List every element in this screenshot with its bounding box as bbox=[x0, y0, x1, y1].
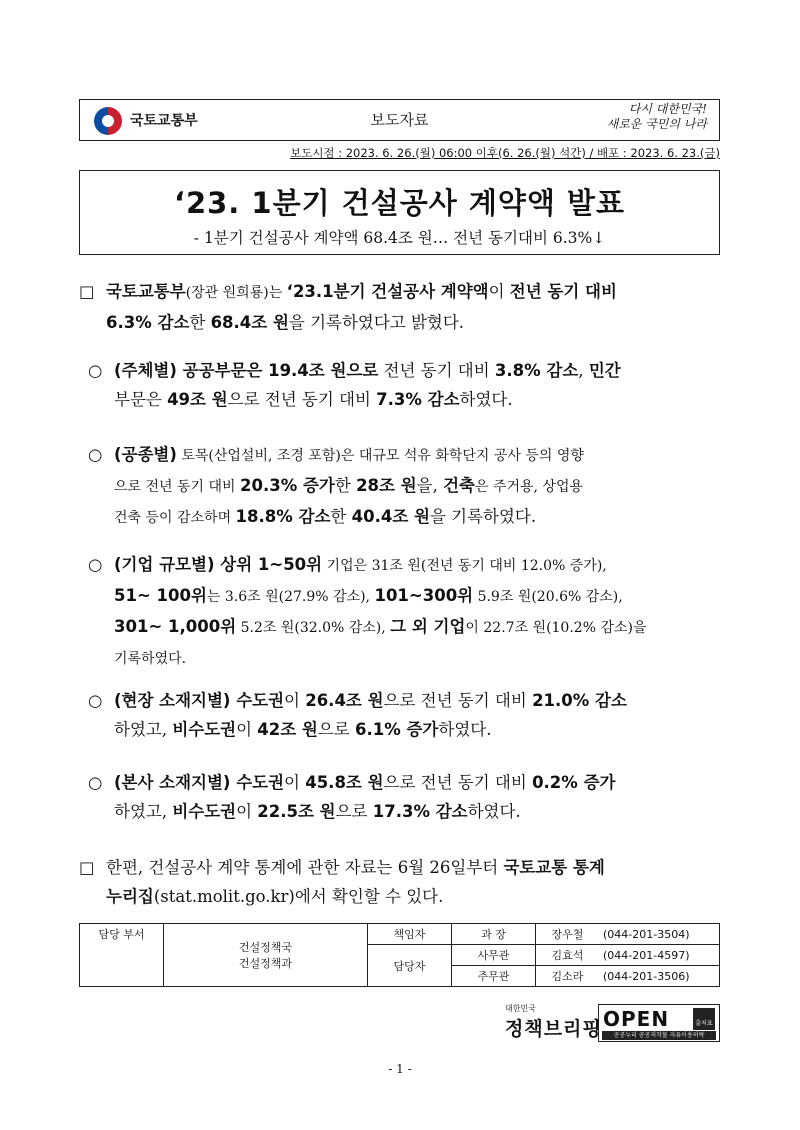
policy-briefing-small: 대한민국 bbox=[505, 1004, 536, 1013]
p3-rate: 18.8% 감소 bbox=[235, 507, 331, 526]
p1-amount: 68.4조 원 bbox=[210, 313, 289, 332]
paragraph-5 bbox=[88, 686, 733, 744]
policy-briefing-logo bbox=[505, 1003, 602, 1041]
p3-text: 건축 등이 감소하며 bbox=[114, 510, 236, 526]
p1-decrease: 6.3% 감소 bbox=[106, 313, 190, 332]
paragraph-7 bbox=[79, 853, 729, 911]
p5-rate: 21.0% 감소 bbox=[532, 691, 627, 710]
contact-name: 김효석 bbox=[536, 945, 600, 966]
contact-phone: (044-201-4597) bbox=[599, 945, 720, 966]
p4-text: 기록하였다. bbox=[114, 651, 187, 667]
contact-role: 주무관 bbox=[452, 966, 536, 987]
circle-bullet: ○ bbox=[88, 773, 103, 792]
contact-role: 과 장 bbox=[452, 924, 536, 945]
contact-name: 김소라 bbox=[536, 966, 600, 987]
p5-text: 이 bbox=[236, 720, 258, 739]
open-text: OPEN bbox=[603, 1007, 670, 1031]
p5-text: 하였다. bbox=[438, 720, 492, 739]
p2-text: 전년 동기 대비 bbox=[378, 361, 495, 380]
paragraph-6 bbox=[88, 768, 733, 826]
p6-amount: 22.5조 원 bbox=[257, 802, 336, 821]
p6-text: 이 bbox=[284, 773, 306, 792]
box-bullet: □ bbox=[79, 282, 95, 301]
p1-text: 한 bbox=[189, 313, 211, 332]
box-bullet: □ bbox=[79, 858, 95, 877]
paragraph-2 bbox=[88, 356, 728, 414]
p2-subject: (주체별) 공공부문은 19.4조 원으로 bbox=[114, 361, 379, 380]
p6-rate: 17.3% 감소 bbox=[372, 802, 468, 821]
p1-subject: ‘23.1분기 건설공사 계약액 bbox=[286, 282, 489, 301]
p2-amount: 49조 원 bbox=[167, 390, 228, 409]
p2-text: , bbox=[578, 361, 589, 380]
p5-text: 이 bbox=[284, 691, 306, 710]
p5-text: 으로 bbox=[317, 720, 355, 739]
circle-bullet: ○ bbox=[88, 445, 103, 464]
press-header bbox=[79, 99, 720, 141]
staff-label: 담당자 bbox=[368, 945, 452, 987]
subtitle: - 1분기 건설공사 계약액 68.4조 원… 전년 동기대비 6.3%↓ bbox=[193, 229, 606, 247]
p4-text: 이 22.7조 원(10.2% 감소)을 bbox=[465, 620, 647, 636]
open-caption: 공공누리 공공저작물 자유이용허락 bbox=[602, 1031, 716, 1040]
p6-text: 으로 전년 동기 대비 bbox=[383, 773, 533, 792]
p3-text: 은 주거용, 상업용 bbox=[474, 479, 584, 495]
p1-text: 이 bbox=[488, 282, 510, 301]
p4-rank: 101~300위 bbox=[374, 586, 474, 605]
p4-text: 5.9조 원(20.6% 감소), bbox=[473, 589, 623, 605]
ministry-name: 국토교통부 bbox=[130, 113, 198, 129]
p6-text: 하였고, bbox=[114, 802, 173, 821]
p2-text: 으로 전년 동기 대비 bbox=[227, 390, 377, 409]
policy-briefing-text: 정책브리핑 bbox=[505, 1018, 602, 1040]
p2-rate: 7.3% 감소 bbox=[376, 390, 460, 409]
p3-text: 토목(산업설비, 조경 포함)은 대규모 석유 화학단지 공사 등의 영향 bbox=[176, 448, 584, 464]
p3-text: 을, bbox=[416, 476, 444, 495]
contact-table bbox=[79, 923, 720, 987]
p2-text: 부문은 bbox=[114, 390, 168, 409]
p5-text: 하였고, bbox=[114, 720, 173, 739]
slogan-line-1: 다시 대한민국! bbox=[628, 102, 707, 116]
p5-subject: (현장 소재지별) 수도권 bbox=[114, 691, 285, 710]
slogan bbox=[607, 102, 707, 132]
circle-bullet: ○ bbox=[88, 691, 103, 710]
p7-site-name: 누리집 bbox=[106, 887, 154, 906]
release-line: 보도시점 : 2023. 6. 26.(월) 06:00 이후(6. 26.(월) 석간) / 배포 : 2023. 6. 23.(금) bbox=[290, 146, 720, 160]
p2-text: 하였다. bbox=[459, 390, 513, 409]
p3-text: 을 기록하였다. bbox=[429, 507, 537, 526]
doc-type: 보도자료 bbox=[370, 111, 429, 129]
p3-amount: 28조 원 bbox=[356, 476, 417, 495]
p4-others: 그 외 기업 bbox=[390, 617, 466, 636]
contact-phone: (044-201-3506) bbox=[599, 966, 720, 987]
p3-text: 한 bbox=[334, 476, 357, 495]
responsible-label: 책임자 bbox=[368, 924, 452, 945]
p6-text: 이 bbox=[236, 802, 258, 821]
p1-compare: 전년 동기 대비 bbox=[509, 282, 617, 301]
dept-bureau: 건설정책국 bbox=[238, 941, 293, 954]
dept-label: 담당 부서 bbox=[80, 924, 164, 987]
p6-non-capital: 비수도권 bbox=[172, 802, 237, 821]
p1-text: 을 기록하였다고 밝혔다. bbox=[288, 313, 465, 332]
slogan-line-2: 새로운 국민의 나라 bbox=[606, 117, 707, 131]
p1-ministry: 국토교통부 bbox=[106, 282, 186, 301]
p2-rate: 3.8% 감소 bbox=[494, 361, 579, 380]
p7-text: 한편, 건설공사 계약 통계에 관한 자료는 6월 26일부터 bbox=[106, 858, 504, 877]
p5-non-capital: 비수도권 bbox=[172, 720, 237, 739]
p3-subject: (공종별) bbox=[114, 445, 177, 464]
dept-division: 건설정책과 bbox=[238, 957, 293, 970]
contact-role: 사무관 bbox=[452, 945, 536, 966]
p6-amount: 45.8조 원 bbox=[305, 773, 384, 792]
p4-text: 는 3.6조 원(27.9% 감소), bbox=[206, 589, 375, 605]
p2-private: 민간 bbox=[588, 361, 621, 380]
p3-building: 건축 bbox=[443, 476, 475, 495]
release-info bbox=[79, 145, 720, 161]
p4-subject: (기업 규모별) 상위 1~50위 bbox=[114, 555, 323, 574]
p3-rate: 20.3% 증가 bbox=[240, 476, 335, 495]
p3-text: 한 bbox=[330, 507, 352, 526]
page-title: ‘23. 1분기 건설공사 계약액 발표 bbox=[173, 186, 626, 220]
p4-text: 5.2조 원(32.0% 감소), bbox=[236, 620, 391, 636]
circle-bullet: ○ bbox=[88, 361, 103, 380]
circle-bullet: ○ bbox=[88, 555, 103, 574]
title-box bbox=[79, 170, 720, 255]
p5-amount: 42조 원 bbox=[257, 720, 318, 739]
dept-name bbox=[164, 924, 368, 987]
p7-url-text: (stat.molit.go.kr)에서 확인할 수 있다. bbox=[153, 887, 444, 906]
contact-name: 장우철 bbox=[536, 924, 600, 945]
p5-amount: 26.4조 원 bbox=[305, 691, 384, 710]
p4-rank: 301~ 1,000위 bbox=[114, 617, 237, 636]
contact-phone: (044-201-3504) bbox=[599, 924, 720, 945]
p4-text: 기업은 31조 원(전년 동기 대비 12.0% 증가), bbox=[322, 558, 607, 574]
p1-text: (장관 원희룡)는 bbox=[185, 285, 287, 301]
p3-text: 으로 전년 동기 대비 bbox=[114, 479, 240, 495]
p5-rate: 6.1% 증가 bbox=[354, 720, 439, 739]
page-number: - 1 - bbox=[388, 1062, 412, 1076]
p6-rate: 0.2% 증가 bbox=[532, 773, 616, 792]
open-license-badge bbox=[598, 1004, 720, 1059]
paragraph-1 bbox=[79, 277, 729, 337]
p6-text: 하였다. bbox=[467, 802, 521, 821]
paragraph-4 bbox=[88, 550, 733, 674]
p4-rank: 51~ 100위 bbox=[114, 586, 207, 605]
p6-text: 으로 bbox=[335, 802, 373, 821]
p3-amount: 40.4조 원 bbox=[351, 507, 430, 526]
p5-text: 으로 전년 동기 대비 bbox=[383, 691, 533, 710]
license-attribution-icon: 출처표시 bbox=[693, 1008, 715, 1030]
p6-subject: (본사 소재지별) 수도권 bbox=[114, 773, 285, 792]
p7-site-name: 국토교통 통계 bbox=[503, 858, 605, 877]
paragraph-3 bbox=[88, 440, 733, 533]
